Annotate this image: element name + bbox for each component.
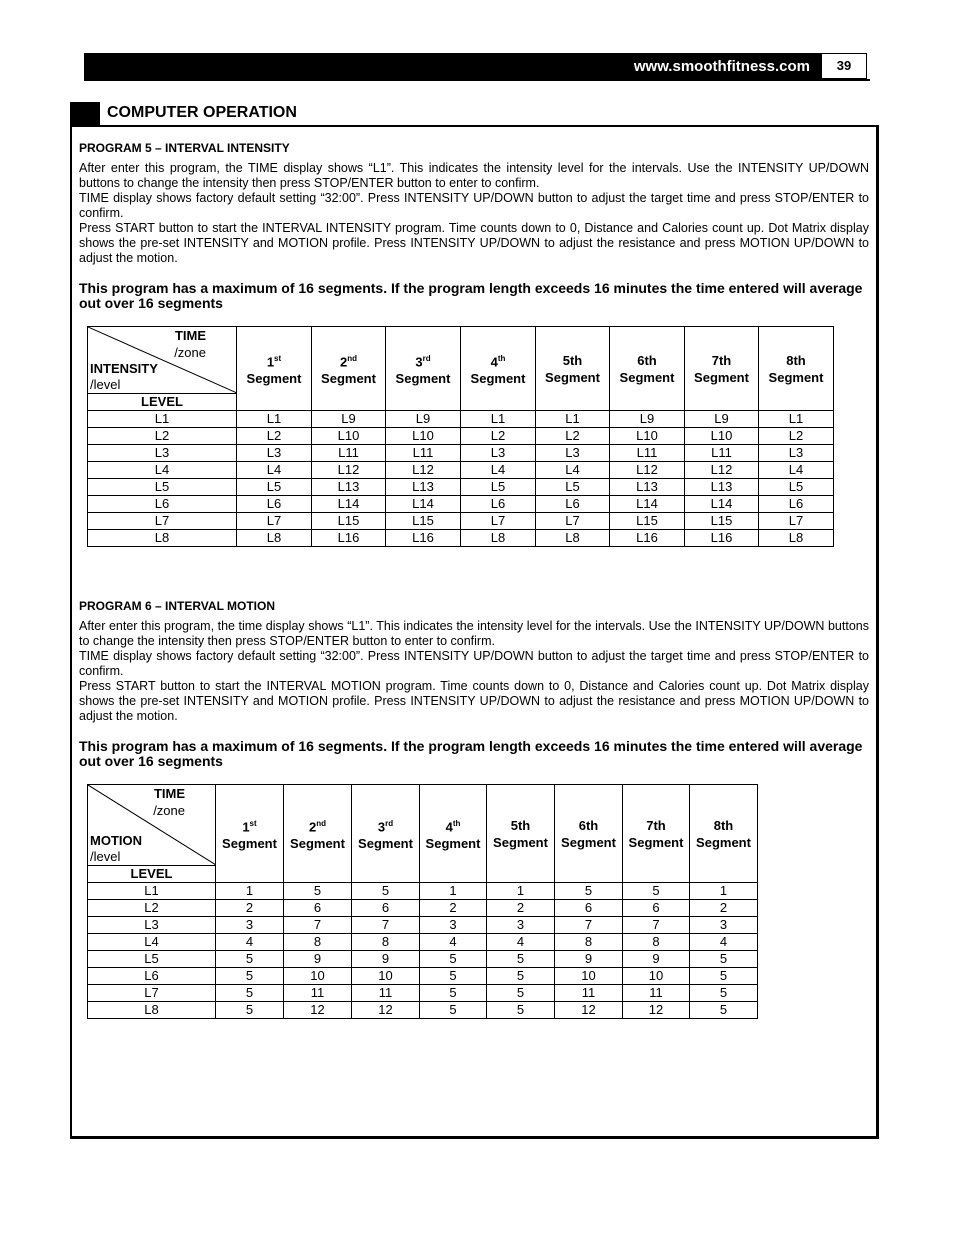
corner-time-label: TIME [174, 328, 206, 343]
segment-value-cell: 4 [690, 934, 758, 951]
program6-note: This program has a maximum of 16 segments. If the program length exceeds 16 minutes the time entered will average out over 16 segments [79, 738, 863, 769]
table-row [88, 934, 758, 951]
segment-value-cell: 12 [555, 1002, 623, 1019]
segment-value-cell: 9 [352, 951, 420, 968]
segment-value-cell: 11 [284, 985, 352, 1002]
segment-value-cell: L1 [237, 411, 312, 428]
segment-column-header [690, 785, 758, 883]
corner-axis-label: MOTION [90, 833, 142, 848]
segment-value-cell: 5 [420, 951, 487, 968]
program6-body [79, 619, 869, 724]
segment-value-cell: L9 [312, 411, 386, 428]
table-corner-cell [88, 327, 237, 394]
segment-value-cell: L4 [759, 462, 834, 479]
level-cell: L1 [88, 883, 216, 900]
segment-value-cell: L5 [461, 479, 536, 496]
segment-value-cell: L1 [536, 411, 610, 428]
segment-value-cell: 5 [487, 1002, 555, 1019]
segment-label: Segment [561, 834, 616, 850]
program6-title: PROGRAM 6 – INTERVAL MOTION [79, 599, 276, 613]
segment-value-cell: L12 [610, 462, 685, 479]
segment-value-cell: 6 [352, 900, 420, 917]
segment-number: 1 [266, 354, 275, 370]
website-url: www.smoothfitness.com [633, 58, 810, 75]
segment-label: Segment [696, 834, 751, 850]
segment-value-cell: 9 [555, 951, 623, 968]
segment-value-cell: 4 [487, 934, 555, 951]
segment-value-cell: 5 [216, 951, 284, 968]
segment-column-header [536, 327, 610, 411]
segment-value-cell: L1 [461, 411, 536, 428]
table-row [88, 513, 834, 530]
segment-number: 1 [242, 819, 250, 835]
segment-value-cell: L8 [461, 530, 536, 547]
segment-column-header [386, 327, 461, 411]
program5-table [87, 326, 834, 547]
segment-value-cell: 5 [284, 883, 352, 900]
segment-value-cell: 5 [352, 883, 420, 900]
segment-value-cell: L13 [610, 479, 685, 496]
segment-ordinal-suffix: rd [385, 818, 394, 828]
segment-label: Segment [395, 371, 451, 387]
segment-number: 7th [646, 817, 666, 833]
segment-value-cell: L2 [237, 428, 312, 445]
segment-value-cell: 8 [555, 934, 623, 951]
program5-paragraph: TIME display shows factory default setting “32:00”. Press INTENSITY UP/DOWN button to adjust the target time and press STOP/ENTER to confirm. [79, 191, 869, 220]
segment-value-cell: 2 [420, 900, 487, 917]
segment-value-cell: L6 [237, 496, 312, 513]
level-cell: L2 [88, 900, 216, 917]
level-cell: L1 [88, 411, 237, 428]
segment-value-cell: L16 [386, 530, 461, 547]
segment-ordinal-suffix: nd [347, 353, 357, 363]
segment-value-cell: L5 [237, 479, 312, 496]
level-cell: L4 [88, 934, 216, 951]
corner-time-label: TIME [153, 786, 185, 801]
segment-value-cell: L12 [312, 462, 386, 479]
level-cell: L8 [88, 530, 237, 547]
segment-value-cell: 9 [284, 951, 352, 968]
segment-value-cell: 11 [623, 985, 690, 1002]
program5-paragraph: After enter this program, the TIME display shows “L1”. This indicates the intensity level for the intervals. Use the INTENSITY UP/DOWN buttons to change the intensity then press STOP/ENTER button to enter to confirm. [79, 161, 869, 190]
segment-value-cell: 5 [623, 883, 690, 900]
segment-value-cell: 7 [555, 917, 623, 934]
segment-value-cell: L7 [461, 513, 536, 530]
segment-value-cell: 9 [623, 951, 690, 968]
level-cell: L6 [88, 968, 216, 985]
header-bar [84, 53, 822, 79]
segment-value-cell: L9 [685, 411, 759, 428]
segment-column-header [284, 785, 352, 883]
section-marker [70, 102, 100, 126]
segment-value-cell: 6 [623, 900, 690, 917]
segment-column-header [610, 327, 685, 411]
segment-number: 2 [339, 354, 348, 370]
segment-label: Segment [493, 834, 548, 850]
segment-ordinal-suffix: th [452, 818, 461, 828]
program6-table [87, 784, 758, 1019]
segment-label: Segment [628, 834, 684, 850]
segment-value-cell: L10 [685, 428, 759, 445]
segment-value-cell: L4 [237, 462, 312, 479]
program5-body [79, 161, 869, 266]
segment-column-header [487, 785, 555, 883]
level-cell: L3 [88, 917, 216, 934]
segment-number: 8th [713, 817, 734, 833]
level-cell: L7 [88, 513, 237, 530]
segment-value-cell: L11 [685, 445, 759, 462]
segment-number: 6th [578, 817, 599, 833]
segment-value-cell: L11 [312, 445, 386, 462]
segment-value-cell: L12 [386, 462, 461, 479]
segment-value-cell: 1 [690, 883, 758, 900]
segment-value-cell: 8 [623, 934, 690, 951]
table-row [88, 968, 758, 985]
segment-value-cell: L6 [759, 496, 834, 513]
segment-value-cell: L11 [610, 445, 685, 462]
segment-value-cell: 5 [487, 951, 555, 968]
table-row [88, 479, 834, 496]
segment-value-cell: L16 [685, 530, 759, 547]
segment-value-cell: 1 [420, 883, 487, 900]
segment-label: Segment [545, 369, 600, 385]
segment-column-header [312, 327, 386, 411]
segment-value-cell: 12 [623, 1002, 690, 1019]
segment-value-cell: 5 [216, 1002, 284, 1019]
segment-value-cell: L5 [536, 479, 610, 496]
segment-value-cell: 5 [690, 968, 758, 985]
segment-label: Segment [768, 369, 824, 385]
segment-value-cell: L15 [386, 513, 461, 530]
segment-label: Segment [321, 371, 376, 387]
segment-value-cell: 11 [352, 985, 420, 1002]
segment-value-cell: 6 [555, 900, 623, 917]
segment-value-cell: L2 [759, 428, 834, 445]
level-cell: L3 [88, 445, 237, 462]
segment-column-header [461, 327, 536, 411]
level-cell: L7 [88, 985, 216, 1002]
segment-value-cell: L8 [759, 530, 834, 547]
segment-value-cell: 10 [623, 968, 690, 985]
segment-number: 5th [510, 817, 531, 833]
segment-value-cell: 1 [487, 883, 555, 900]
segment-value-cell: L2 [536, 428, 610, 445]
segment-label: Segment [694, 369, 749, 385]
program6-paragraph: After enter this program, the time display shows “L1”. This indicates the intensity level for the intervals. Use the INTENSITY UP/DOWN buttons to change the intensity then press STOP/ENTER button to enter to confirm. [79, 619, 869, 648]
segment-number: 2 [308, 819, 317, 835]
segment-column-header [555, 785, 623, 883]
segment-value-cell: L7 [536, 513, 610, 530]
segment-value-cell: L15 [610, 513, 685, 530]
segment-value-cell: 5 [487, 985, 555, 1002]
corner-zone-label: /zone [153, 803, 185, 818]
program5-title: PROGRAM 5 – INTERVAL INTENSITY [79, 141, 290, 155]
segment-number: 4 [490, 354, 498, 370]
table-row [88, 462, 834, 479]
segment-value-cell: L8 [536, 530, 610, 547]
program5-paragraph: Press START button to start the INTERVAL INTENSITY program. Time counts down to 0, Distance and Calories count up. Dot Matrix display shows the pre-set INTENSITY and MOTION profile. Press INTENSITY UP/DOWN to adjust the resistance and press MOTION UP/DOWN to adjust the motion. [79, 221, 869, 265]
segment-value-cell: 3 [420, 917, 487, 934]
segment-ordinal-suffix: nd [316, 818, 326, 828]
segment-column-header [759, 327, 834, 411]
segment-number: 4 [445, 819, 453, 835]
table-corner-cell [88, 785, 216, 866]
segment-value-cell: L3 [536, 445, 610, 462]
segment-value-cell: L6 [461, 496, 536, 513]
segment-ordinal-suffix: st [249, 818, 257, 828]
segment-label: Segment [619, 369, 675, 385]
segment-value-cell: 3 [216, 917, 284, 934]
segment-number: 3 [377, 819, 386, 835]
segment-value-cell: L10 [312, 428, 386, 445]
level-cell: L5 [88, 479, 237, 496]
segment-value-cell: 12 [284, 1002, 352, 1019]
level-cell: L2 [88, 428, 237, 445]
segment-value-cell: L6 [536, 496, 610, 513]
segment-label: Segment [425, 836, 481, 852]
segment-value-cell: L15 [685, 513, 759, 530]
corner-zone-label: /zone [174, 345, 206, 360]
segment-label: Segment [246, 371, 302, 387]
segment-label: Segment [290, 836, 345, 852]
table-row [88, 428, 834, 445]
segment-value-cell: 4 [420, 934, 487, 951]
segment-ordinal-suffix: th [497, 353, 506, 363]
segment-label: Segment [222, 836, 277, 852]
section-title: COMPUTER OPERATION [107, 104, 297, 121]
program5-note: This program has a maximum of 16 segments. If the program length exceeds 16 minutes the time entered will average out over 16 segments [79, 280, 863, 311]
segment-value-cell: L7 [759, 513, 834, 530]
segment-value-cell: 2 [690, 900, 758, 917]
level-cell: L6 [88, 496, 237, 513]
segment-value-cell: 2 [216, 900, 284, 917]
segment-value-cell: 1 [216, 883, 284, 900]
segment-label: Segment [470, 371, 526, 387]
segment-value-cell: L5 [759, 479, 834, 496]
segment-value-cell: L3 [237, 445, 312, 462]
segment-number: 3 [415, 354, 423, 370]
table-row [88, 1002, 758, 1019]
segment-value-cell: L13 [685, 479, 759, 496]
segment-column-header [352, 785, 420, 883]
segment-value-cell: L16 [610, 530, 685, 547]
table-row [88, 883, 758, 900]
level-cell: L8 [88, 1002, 216, 1019]
segment-value-cell: L9 [610, 411, 685, 428]
segment-value-cell: L12 [685, 462, 759, 479]
segment-number: 8th [786, 352, 806, 368]
segment-value-cell: 5 [420, 1002, 487, 1019]
segment-value-cell: L2 [461, 428, 536, 445]
segment-value-cell: L3 [461, 445, 536, 462]
level-header: LEVEL [88, 394, 237, 411]
segment-value-cell: 6 [284, 900, 352, 917]
segment-column-header [216, 785, 284, 883]
table-row [88, 496, 834, 513]
segment-value-cell: L14 [386, 496, 461, 513]
segment-number: 6th [637, 352, 657, 368]
segment-value-cell: 5 [690, 985, 758, 1002]
segment-label: Segment [358, 836, 413, 852]
level-cell: L4 [88, 462, 237, 479]
segment-value-cell: L9 [386, 411, 461, 428]
segment-value-cell: L14 [312, 496, 386, 513]
corner-axis-sub-label: /level [90, 849, 121, 864]
segment-value-cell: 7 [284, 917, 352, 934]
segment-value-cell: 5 [555, 883, 623, 900]
page-number: 39 [822, 53, 867, 79]
table-row [88, 445, 834, 462]
segment-value-cell: L3 [759, 445, 834, 462]
segment-value-cell: L7 [237, 513, 312, 530]
program6-section [79, 599, 869, 724]
segment-value-cell: 3 [487, 917, 555, 934]
segment-value-cell: L10 [386, 428, 461, 445]
segment-column-header [237, 327, 312, 411]
segment-value-cell: 10 [555, 968, 623, 985]
segment-value-cell: 2 [487, 900, 555, 917]
segment-value-cell: 12 [352, 1002, 420, 1019]
segment-ordinal-suffix: st [274, 353, 282, 363]
segment-value-cell: 8 [352, 934, 420, 951]
table-row [88, 411, 834, 428]
segment-value-cell: 11 [555, 985, 623, 1002]
segment-value-cell: 10 [284, 968, 352, 985]
segment-value-cell: 8 [284, 934, 352, 951]
level-header: LEVEL [88, 866, 216, 883]
segment-value-cell: 5 [690, 1002, 758, 1019]
segment-value-cell: 4 [216, 934, 284, 951]
segment-value-cell: L13 [386, 479, 461, 496]
table-row [88, 917, 758, 934]
segment-value-cell: 5 [216, 968, 284, 985]
segment-value-cell: L14 [610, 496, 685, 513]
segment-value-cell: L8 [237, 530, 312, 547]
segment-value-cell: 10 [352, 968, 420, 985]
segment-value-cell: L16 [312, 530, 386, 547]
segment-value-cell: L13 [312, 479, 386, 496]
program6-paragraph: Press START button to start the INTERVAL MOTION program. Time counts down to 0, Distance and Calories count up. Dot Matrix display shows the pre-set INTENSITY and MOTION profile. Press INTENSITY UP/DOWN to adjust the resistance and press MOTION UP/DOWN to adjust the motion. [79, 679, 869, 723]
corner-axis-label: INTENSITY [90, 361, 158, 376]
program5-section [79, 141, 869, 266]
segment-value-cell: L14 [685, 496, 759, 513]
segment-value-cell: L11 [386, 445, 461, 462]
segment-value-cell: L1 [759, 411, 834, 428]
table-row [88, 530, 834, 547]
segment-value-cell: 5 [420, 985, 487, 1002]
segment-number: 7th [711, 352, 732, 368]
segment-number: 5th [562, 352, 583, 368]
table-row [88, 900, 758, 917]
header-rule [84, 79, 870, 81]
program6-paragraph: TIME display shows factory default setting “32:00”. Press INTENSITY UP/DOWN button to adjust the target time and press STOP/ENTER to confirm. [79, 649, 869, 678]
segment-value-cell: 3 [690, 917, 758, 934]
segment-ordinal-suffix: rd [422, 353, 431, 363]
segment-value-cell: 7 [352, 917, 420, 934]
segment-column-header [623, 785, 690, 883]
segment-value-cell: 5 [487, 968, 555, 985]
segment-column-header [685, 327, 759, 411]
segment-value-cell: L10 [610, 428, 685, 445]
segment-value-cell: 5 [420, 968, 487, 985]
segment-value-cell: L15 [312, 513, 386, 530]
segment-value-cell: 7 [623, 917, 690, 934]
segment-value-cell: L4 [536, 462, 610, 479]
segment-value-cell: 5 [690, 951, 758, 968]
table-row [88, 985, 758, 1002]
segment-column-header [420, 785, 487, 883]
level-cell: L5 [88, 951, 216, 968]
table-row [88, 951, 758, 968]
corner-axis-sub-label: /level [90, 377, 121, 392]
segment-value-cell: 5 [216, 985, 284, 1002]
segment-value-cell: L4 [461, 462, 536, 479]
